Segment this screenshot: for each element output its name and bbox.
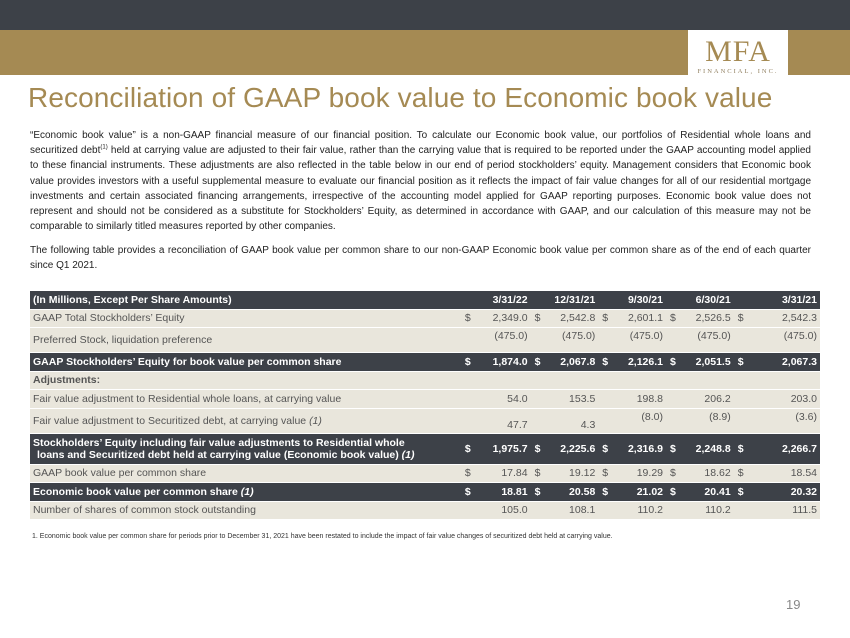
table-header-row <box>30 291 820 309</box>
table-row-gaap-bvps <box>30 464 820 483</box>
currency-sign: $ <box>666 433 684 464</box>
currency-sign: $ <box>598 309 616 328</box>
table-cell: 18.62 <box>684 464 733 483</box>
currency-sign: $ <box>531 353 549 372</box>
page-number: 19 <box>786 597 801 612</box>
table-cell: (3.6) <box>752 408 820 433</box>
row-label: Number of shares of common stock outstanding <box>30 501 461 520</box>
currency-sign: $ <box>461 353 479 372</box>
table-row-gaap-bv-equity <box>30 353 820 372</box>
header-label: (In Millions, Except Per Share Amounts) <box>30 291 461 309</box>
table-cell: 2,266.7 <box>752 433 820 464</box>
table-cell: 2,542.3 <box>752 309 820 328</box>
table-cell: 110.2 <box>617 501 666 520</box>
row-label: GAAP book value per common share <box>30 464 461 483</box>
row-label-text: Economic book value per common share <box>33 485 241 498</box>
currency-sign: $ <box>666 464 684 483</box>
row-label <box>30 433 461 464</box>
page-title: Reconciliation of GAAP book value to Economic book value <box>28 82 773 113</box>
table-cell: (8.0) <box>617 408 666 433</box>
row-label: Preferred Stock, liquidation preference <box>30 328 461 353</box>
column-header: 3/31/22 <box>461 291 531 309</box>
currency-sign: $ <box>461 309 479 328</box>
table-cell: 19.29 <box>617 464 666 483</box>
table-row-fv-loans <box>30 390 820 409</box>
table-cell: 47.7 <box>479 408 530 433</box>
table-cell: 4.3 <box>549 408 598 433</box>
row-label-line1: Stockholders’ Equity including fair value adjustments to Residential whole <box>33 436 405 449</box>
table-cell: 2,248.8 <box>684 433 733 464</box>
table-cell: (475.0) <box>617 328 666 353</box>
currency-sign: $ <box>598 353 616 372</box>
column-header: 9/30/21 <box>598 291 666 309</box>
table-cell: 203.0 <box>752 390 820 409</box>
table-cell: (475.0) <box>479 328 530 353</box>
row-label: Adjustments: <box>30 371 461 390</box>
column-header: 12/31/21 <box>531 291 599 309</box>
currency-sign: $ <box>666 309 684 328</box>
column-header: 3/31/21 <box>734 291 820 309</box>
row-label: Fair value adjustment to Residential whole loans, at carrying value <box>30 390 461 409</box>
currency-sign: $ <box>598 464 616 483</box>
row-label-note: (1) <box>401 448 415 461</box>
table-cell: (475.0) <box>684 328 733 353</box>
table-cell: 2,542.8 <box>549 309 598 328</box>
table-cell: 20.41 <box>684 483 733 502</box>
row-label-note: (1) <box>240 485 254 498</box>
row-label-text: Fair value adjustment to Securitized debt, at carrying value <box>33 414 310 427</box>
table-cell: 2,225.6 <box>549 433 598 464</box>
table-cell: (475.0) <box>549 328 598 353</box>
table-cell: 21.02 <box>617 483 666 502</box>
table-cell: 2,349.0 <box>479 309 530 328</box>
currency-sign: $ <box>461 483 479 502</box>
table-cell: 1,874.0 <box>479 353 530 372</box>
currency-sign: $ <box>734 464 752 483</box>
footnote-ref: (1) <box>100 144 108 151</box>
reconciliation-table <box>30 291 820 520</box>
row-label <box>30 408 461 433</box>
table-intro-paragraph: The following table provides a reconciliation of GAAP book value per common share to our non-GAAP Economic book value per common share as of the end of each quarter since Q1 2021. <box>30 245 811 272</box>
currency-sign: $ <box>666 353 684 372</box>
table-cell: 19.12 <box>549 464 598 483</box>
currency-sign: $ <box>666 483 684 502</box>
column-header: 6/30/21 <box>666 291 734 309</box>
row-label <box>30 483 461 502</box>
table-row-adjustments-heading <box>30 371 820 390</box>
currency-sign: $ <box>734 309 752 328</box>
table-row-economic-equity <box>30 433 820 464</box>
table-cell: 1,975.7 <box>479 433 530 464</box>
table-cell: 18.54 <box>752 464 820 483</box>
top-bar-dark <box>0 0 850 30</box>
table-cell: 18.81 <box>479 483 530 502</box>
table-row-gaap-total-equity <box>30 309 820 328</box>
currency-sign: $ <box>734 483 752 502</box>
table-cell: 153.5 <box>549 390 598 409</box>
table-cell: 54.0 <box>479 390 530 409</box>
table-cell: 17.84 <box>479 464 530 483</box>
table-cell: 2,316.9 <box>617 433 666 464</box>
logo-wordmark: MFA <box>705 35 771 68</box>
footnote: 1. Economic book value per common share for periods prior to December 31, 2021 have been restated to include the impact of fair value changes of securitized debt held at carrying value. <box>32 533 613 540</box>
table-cell: 2,601.1 <box>617 309 666 328</box>
table-cell: 206.2 <box>684 390 733 409</box>
currency-sign: $ <box>531 464 549 483</box>
currency-sign: $ <box>461 433 479 464</box>
table-cell: 198.8 <box>617 390 666 409</box>
table-cell: 2,126.1 <box>617 353 666 372</box>
table-cell: 20.32 <box>752 483 820 502</box>
table-cell: 110.2 <box>684 501 733 520</box>
currency-sign: $ <box>734 353 752 372</box>
currency-sign: $ <box>734 433 752 464</box>
table-cell: 20.58 <box>549 483 598 502</box>
currency-sign: $ <box>531 433 549 464</box>
table-cell: 2,526.5 <box>684 309 733 328</box>
table-cell: 108.1 <box>549 501 598 520</box>
intro-text-a: “Economic book value” is a non-GAAP financial measure of our financial position. To calculate our Economic book value, our portfolios of Residential whole loans and securitized debt <box>30 130 811 157</box>
row-label: GAAP Total Stockholders’ Equity <box>30 309 461 328</box>
currency-sign: $ <box>531 483 549 502</box>
row-label-line2 <box>33 449 458 461</box>
currency-sign: $ <box>598 433 616 464</box>
intro-text-b: held at carrying value are adjusted to their fair value, rather than the carrying value that is required to be reported under the GAAP accounting model applied to these financial instruments. These adjustments are also reflected in the table below in our end of period stockholders’ equity. Management considers that Economic book value provides investors with a useful supplemental measure to evaluate our financial position as it reflects the impact of fair value changes for all of our residential mortgage investments and certain associated financing arrangements, irrespective of the accounting model applied for GAAP reporting purposes. Economic book value does not represent and should not be considered as a substitute for Stockholders’ Equity, as determined in accordance with GAAP, and our calculation of this measure may not be comparable to similarly titled measures reported by other companies. <box>30 145 811 233</box>
table-cell: 2,067.3 <box>752 353 820 372</box>
table-cell: 111.5 <box>752 501 820 520</box>
table-cell: 105.0 <box>479 501 530 520</box>
currency-sign: $ <box>598 483 616 502</box>
intro-paragraph <box>30 128 811 234</box>
currency-sign: $ <box>461 464 479 483</box>
row-label: GAAP Stockholders’ Equity for book value per common share <box>30 353 461 372</box>
table-cell: (475.0) <box>752 328 820 353</box>
table-row-economic-bvps <box>30 483 820 502</box>
table-row-shares-outstanding <box>30 501 820 520</box>
row-label-text: loans and Securitized debt held at carrying value (Economic book value) <box>37 448 402 461</box>
table-cell: (8.9) <box>684 408 733 433</box>
currency-sign: $ <box>531 309 549 328</box>
company-logo <box>688 30 788 78</box>
logo-subtitle: FINANCIAL, INC. <box>697 68 779 75</box>
row-label-note: (1) <box>309 414 322 427</box>
table-cell: 2,067.8 <box>549 353 598 372</box>
table-cell: 2,051.5 <box>684 353 733 372</box>
table-row-fv-debt <box>30 408 820 433</box>
table-row-preferred-stock <box>30 328 820 353</box>
